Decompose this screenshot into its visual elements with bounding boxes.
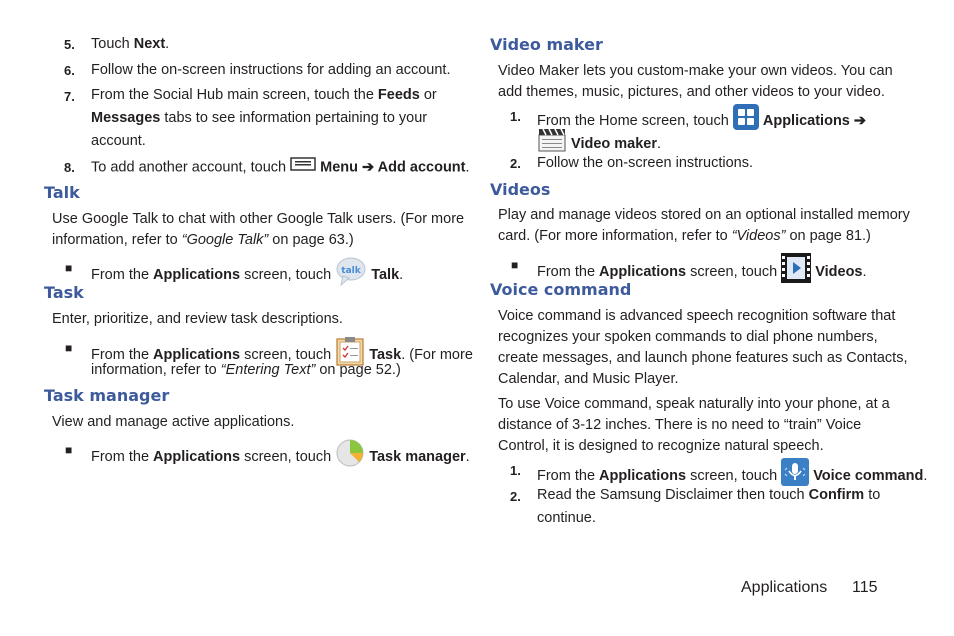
step-number: 8. (64, 160, 75, 175)
section-heading-videos: Videos (490, 180, 551, 199)
section-heading-voice-command: Voice command (490, 280, 632, 299)
step-7-line1: From the Social Hub main screen, touch the Feeds or (91, 87, 437, 103)
talk-app-icon (335, 256, 367, 294)
step-7-line2: Messages tabs to see information pertaining to your (91, 110, 428, 126)
step-7-line3: account. (91, 133, 146, 149)
voice-command-paragraph-2: To use Voice command, speak naturally into your phone, at a distance of 3-12 inches. There is no need to “train” Voice Control, it is designed to recognize natural speech. (498, 396, 890, 454)
menu-key-icon (290, 156, 316, 179)
videos-paragraph: Play and manage videos stored on an optional installed memory card. (For more information, refer to “Videos” on page 81.) (498, 207, 910, 244)
talk-bullet-text: From the Applications screen, touch talk Talk. (91, 256, 403, 294)
step-5-text: Touch Next. (91, 36, 170, 52)
bullet-icon: ■ (65, 261, 73, 275)
voice-command-step1-text: From the Applications screen, touch Voice command. (537, 458, 927, 494)
applications-icon (733, 104, 759, 138)
videos-bullet-text: From the Applications screen, touch Videos. (537, 253, 867, 291)
footer-page-number: 115 (852, 579, 878, 596)
talk-paragraph: Use Google Talk to chat with other Google Talk users. (For more information, refer to “Google Talk” on page 63.) (52, 211, 465, 248)
video-maker-paragraph: Video Maker lets you custom-make your own videos. You can add themes, music, pictures, and other videos to your video. (498, 63, 893, 100)
step-6-text: Follow the on-screen instructions for adding an account. (91, 62, 451, 78)
footer-section-name: Applications (741, 579, 828, 596)
voice-command-step2-line1: Read the Samsung Disclaimer then touch Confirm to (537, 487, 881, 503)
section-heading-task-manager: Task manager (44, 386, 170, 405)
video-maker-step1-line2: Video maker. (537, 127, 661, 161)
video-maker-step1-line1: From the Home screen, touch Applications ➔ (537, 104, 866, 138)
svg-text:talk: talk (341, 266, 361, 276)
bullet-icon: ■ (65, 443, 73, 457)
bullet-icon: ■ (65, 341, 73, 355)
voice-command-paragraph-1: Voice command is advanced speech recognition software that recognizes your spoken commands to dial phone numbers, create messages, and launch phone features such as Contacts, Calendar, and Music Player. (498, 308, 908, 387)
task-manager-paragraph: View and manage active applications. (52, 414, 295, 430)
step-8-text: To add another account, touch Menu ➔ Add account. (91, 156, 470, 179)
videos-app-icon (781, 253, 811, 291)
section-heading-talk: Talk (44, 183, 80, 202)
task-manager-app-icon (335, 438, 365, 476)
step-number: 2. (510, 156, 521, 171)
step-number: 7. (64, 89, 75, 104)
bullet-icon: ■ (511, 258, 519, 272)
step-number: 1. (510, 109, 521, 124)
step-number: 2. (510, 489, 521, 504)
voice-command-step2-line2: continue. (537, 510, 596, 526)
task-manager-bullet-text: From the Applications screen, touch Task manager. (91, 438, 470, 476)
step-number: 6. (64, 63, 75, 78)
task-paragraph: Enter, prioritize, and review task descriptions. (52, 311, 343, 327)
video-maker-step2-text: Follow the on-screen instructions. (537, 155, 753, 171)
task-bullet-line1: From the Applications screen, touch Task. (For more (91, 336, 473, 374)
task-bullet-line2: information, refer to “Entering Text” on page 52.) (91, 362, 401, 378)
section-heading-video-maker: Video maker (490, 35, 603, 54)
step-number: 5. (64, 37, 75, 52)
section-heading-task: Task (44, 283, 84, 302)
step-number: 1. (510, 463, 521, 478)
